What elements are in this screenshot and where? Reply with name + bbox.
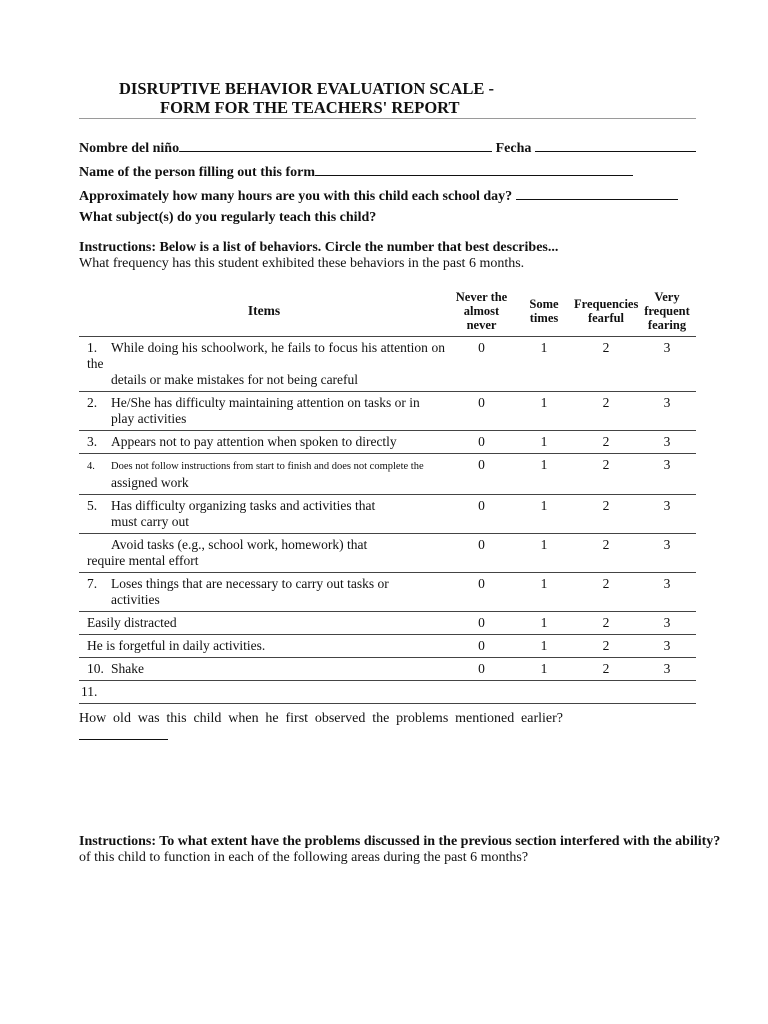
- score-1[interactable]: 1: [514, 494, 574, 533]
- item-text: Easily distracted: [79, 611, 449, 634]
- score-3[interactable]: 3: [638, 572, 696, 611]
- header-items: Items: [79, 286, 449, 336]
- score-3[interactable]: 3: [638, 611, 696, 634]
- score-0[interactable]: 0: [449, 453, 514, 494]
- instructions-2-bold: Instructions: To what extent have the problems discussed in the previous section interfered with the ability?: [79, 834, 721, 849]
- score-3[interactable]: 3: [638, 430, 696, 453]
- score-1[interactable]: 1: [514, 533, 574, 572]
- score-3[interactable]: 3: [638, 634, 696, 657]
- age-answer-blank[interactable]: [79, 739, 168, 740]
- child-name-label: Nombre del niño: [79, 141, 180, 156]
- subjects-field: [79, 210, 376, 226]
- filler-name-field: [79, 163, 633, 181]
- score-2[interactable]: 2: [574, 533, 638, 572]
- score-2[interactable]: 2: [574, 453, 638, 494]
- instructions-2: [79, 834, 720, 866]
- item-text: 5. Has difficulty organizing tasks and activities that must carry out: [79, 494, 449, 533]
- score-2[interactable]: 2: [574, 391, 638, 430]
- item-text: 2. He/She has difficulty maintaining attention on tasks or in play activities: [79, 391, 449, 430]
- table-row: [79, 494, 696, 533]
- child-name-blank[interactable]: [179, 139, 492, 152]
- table-row: [79, 572, 696, 611]
- score-2[interactable]: 2: [574, 494, 638, 533]
- score-1[interactable]: 1: [514, 391, 574, 430]
- score-0[interactable]: 0: [449, 430, 514, 453]
- date-label: Fecha: [495, 141, 532, 156]
- table-row: [79, 611, 696, 634]
- score-3[interactable]: 3: [638, 391, 696, 430]
- score-2[interactable]: 2: [574, 611, 638, 634]
- header-frequently: Frequencies fearful: [574, 286, 638, 336]
- item-text: 7. Loses things that are necessary to carry out tasks or activities: [79, 572, 449, 611]
- score-3: [638, 680, 696, 703]
- item-text: 1. While doing his schoolwork, he fails to focus his attention on the details or make mistakes for not being careful: [79, 336, 449, 391]
- date-blank[interactable]: [535, 139, 696, 152]
- hours-label: Approximately how many hours are you with this child each school day?: [79, 189, 513, 204]
- score-2[interactable]: 2: [574, 336, 638, 391]
- score-2: [574, 680, 638, 703]
- filler-name-blank[interactable]: [315, 163, 633, 176]
- item-text: 4. Does not follow instructions from start to finish and does not complete the assigned work: [79, 453, 449, 494]
- filler-name-label: Name of the person filling out this form: [79, 165, 316, 180]
- form-title-line2: FORM FOR THE TEACHERS' REPORT: [160, 98, 460, 117]
- score-0[interactable]: 0: [449, 572, 514, 611]
- table-row: [79, 634, 696, 657]
- score-3[interactable]: 3: [638, 453, 696, 494]
- table-row: [79, 680, 696, 703]
- score-3[interactable]: 3: [638, 533, 696, 572]
- score-0[interactable]: 0: [449, 657, 514, 680]
- item-text: 3. Appears not to pay attention when spoken to directly: [79, 430, 449, 453]
- score-0[interactable]: 0: [449, 533, 514, 572]
- instructions-1: [79, 240, 558, 272]
- score-0[interactable]: 0: [449, 494, 514, 533]
- score-0[interactable]: 0: [449, 391, 514, 430]
- score-0[interactable]: 0: [449, 336, 514, 391]
- instructions-1-bold: Instructions: Below is a list of behaviors. Circle the number that best describes...: [79, 240, 559, 255]
- table-row: [79, 533, 696, 572]
- table-row: [79, 336, 696, 391]
- score-1[interactable]: 1: [514, 336, 574, 391]
- behavior-rating-table: [79, 286, 696, 704]
- score-3[interactable]: 3: [638, 336, 696, 391]
- instructions-1-plain: What frequency has this student exhibited these behaviors in the past 6 months.: [79, 256, 525, 271]
- score-1[interactable]: 1: [514, 611, 574, 634]
- table-row: [79, 657, 696, 680]
- age-question: How old was this child when he first observed the problems mentioned earlier?: [79, 711, 563, 726]
- table-row: [79, 430, 696, 453]
- score-1: [514, 680, 574, 703]
- child-name-field: [79, 139, 696, 157]
- score-1[interactable]: 1: [514, 430, 574, 453]
- hours-field: [79, 187, 678, 205]
- score-1[interactable]: 1: [514, 657, 574, 680]
- score-2[interactable]: 2: [574, 634, 638, 657]
- item-text: 11.: [79, 680, 449, 703]
- table-row: [79, 391, 696, 430]
- header-sometimes: Some times: [514, 286, 574, 336]
- score-2[interactable]: 2: [574, 657, 638, 680]
- score-0[interactable]: 0: [449, 634, 514, 657]
- form-title-line1: DISRUPTIVE BEHAVIOR EVALUATION SCALE -: [119, 79, 495, 98]
- score-3[interactable]: 3: [638, 494, 696, 533]
- title-divider: [79, 118, 696, 119]
- score-3[interactable]: 3: [638, 657, 696, 680]
- score-1[interactable]: 1: [514, 453, 574, 494]
- table-header-row: [79, 286, 696, 336]
- score-2[interactable]: 2: [574, 572, 638, 611]
- score-2[interactable]: 2: [574, 430, 638, 453]
- item-text: He is forgetful in daily activities.: [79, 634, 449, 657]
- score-0[interactable]: 0: [449, 611, 514, 634]
- subjects-label: What subject(s) do you regularly teach this child?: [79, 210, 377, 225]
- header-never: Never the almost never: [449, 286, 514, 336]
- score-0: [449, 680, 514, 703]
- table-row: [79, 453, 696, 494]
- item-text: Avoid tasks (e.g., school work, homework) that require mental effort: [79, 533, 449, 572]
- hours-blank[interactable]: [516, 187, 678, 200]
- header-very-frequently: Very frequent fearing: [638, 286, 696, 336]
- score-1[interactable]: 1: [514, 634, 574, 657]
- instructions-2-plain: of this child to function in each of the following areas during the past 6 months?: [79, 850, 529, 865]
- score-1[interactable]: 1: [514, 572, 574, 611]
- item-text: 10. Shake: [79, 657, 449, 680]
